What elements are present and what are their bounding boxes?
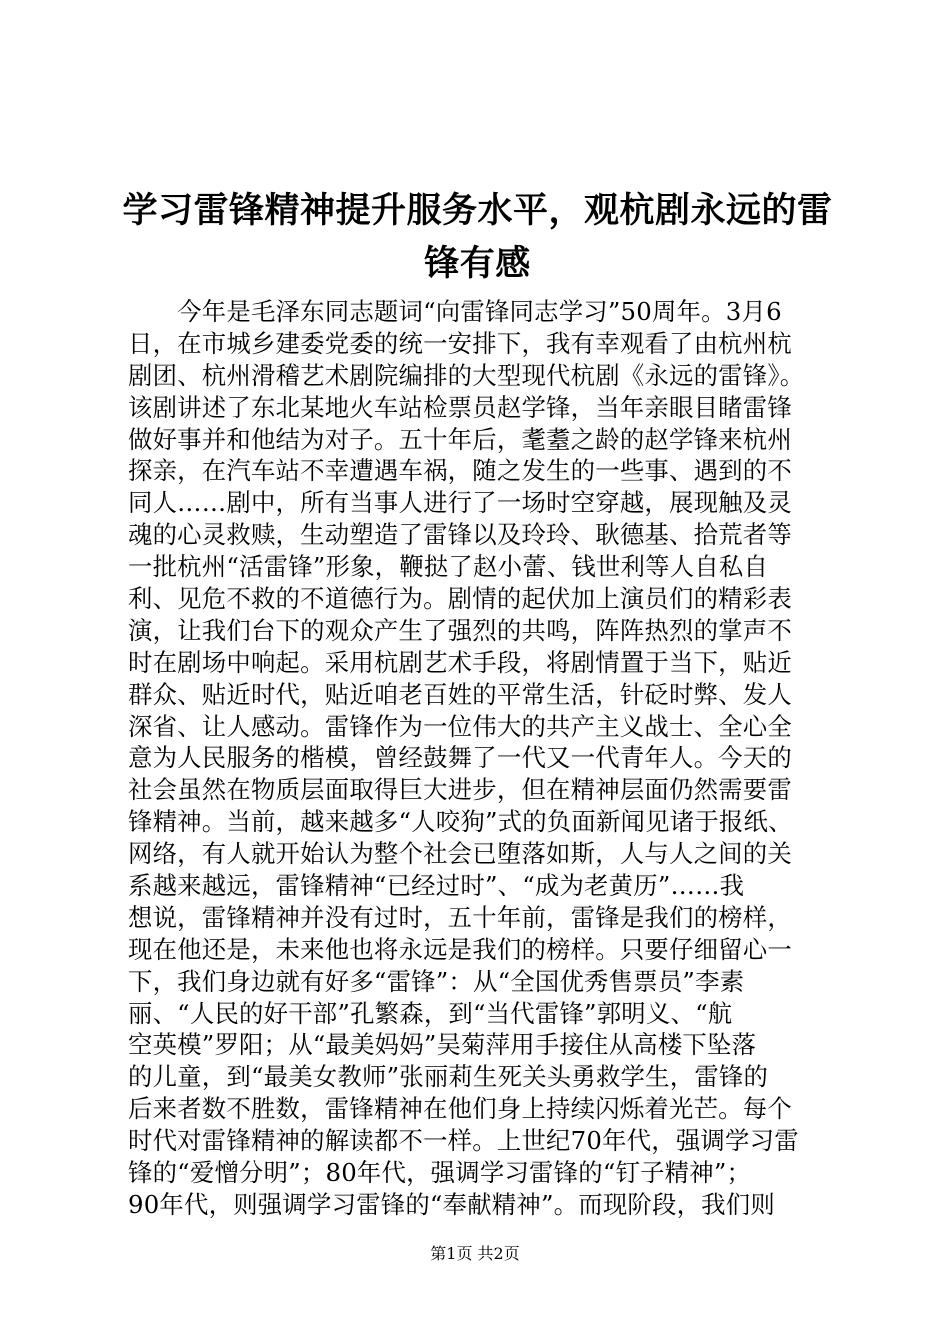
body-line: 同人……剧中，所有当事人进行了一场时空穿越，展现触及灵: [128, 488, 792, 518]
body-line: 群众、贴近时代，贴近咱老百姓的平常生活，针砭时弊、发人: [128, 679, 792, 709]
title-line: 学习雷锋精神提升服务水平，观杭剧永远的雷: [122, 190, 833, 231]
body-line: 今年是毛泽东同志题词“向雷锋同志学习”50周年。3月6: [128, 297, 782, 326]
body-line: 时在剧场中响起。采用杭剧艺术手段，将剧情置于当下，贴近: [128, 647, 792, 677]
body-line: 一批杭州“活雷锋”形象，鞭挞了赵小蕾、钱世利等人自私自: [128, 552, 769, 582]
body-line: 现在他还是，未来他也将永远是我们的榜样。只要仔细留心一: [128, 934, 792, 964]
body-line: 日，在市城乡建委党委的统一安排下，我有幸观看了由杭州杭: [128, 328, 792, 358]
body-line: 网络，有人就开始认为整个社会已堕落如斯，人与人之间的关: [128, 839, 792, 869]
document-title: [120, 184, 835, 290]
body-line: 做好事并和他结为对子。五十年后，耄耋之龄的赵学锋来杭州: [128, 424, 792, 454]
body-line: 空英模”罗阳；从“最美妈妈”吴菊萍用手接住从高楼下坠落: [128, 1030, 757, 1060]
title-line: 锋有感: [424, 243, 531, 284]
body-line: 魂的心灵救赎，生动塑造了雷锋以及玲玲、耿德基、拾荒者等: [128, 520, 792, 550]
body-line: 丽、“人民的好干部”孔繁森，到“当代雷锋”郭明义、“航: [128, 998, 733, 1028]
body-line: 深省、让人感动。雷锋作为一位伟大的共产主义战士、全心全: [128, 711, 792, 741]
page-number-footer: 第1页 共2页: [430, 1244, 520, 1263]
body-line: 探亲，在汽车站不幸遭遇车祸，随之发生的一些事、遇到的不: [128, 456, 792, 486]
body-line: 该剧讲述了东北某地火车站检票员赵学锋，当年亲眼目睹雷锋: [128, 392, 792, 422]
body-paragraph: [128, 296, 848, 1221]
body-line: 利、见危不救的不道德行为。剧情的起伏加上演员们的精彩表: [128, 584, 792, 614]
body-line: 剧团、杭州滑稽艺术剧院编排的大型现代杭剧《永远的雷锋》。: [128, 360, 805, 390]
body-line: 下，我们身边就有好多“雷锋”：从“全国优秀售票员”李素: [128, 966, 745, 996]
body-line: 90年代，则强调学习雷锋的“奉献精神”。而现阶段，我们则: [128, 1189, 775, 1219]
body-line: 时代对雷锋精神的解读都不一样。上世纪70年代，强调学习雷: [128, 1126, 799, 1156]
body-line: 后来者数不胜数，雷锋精神在他们身上持续闪烁着光芒。每个: [128, 1094, 792, 1124]
body-line: 系越来越远，雷锋精神“已经过时”、“成为老黄历”……我: [128, 871, 745, 901]
body-line: 意为人民服务的楷模，曾经鼓舞了一代又一代青年人。今天的: [128, 743, 792, 773]
body-line: 社会虽然在物质层面取得巨大进步，但在精神层面仍然需要雷: [128, 775, 792, 805]
body-line: 锋的“爱憎分明”；80年代，强调学习雷锋的“钉子精神”；: [128, 1158, 752, 1188]
body-line: 想说，雷锋精神并没有过时，五十年前，雷锋是我们的榜样，: [128, 902, 792, 932]
body-line: 的儿童，到“最美女教师”张丽莉生死关头勇救学生，雷锋的: [128, 1062, 769, 1092]
body-line: 锋精神。当前，越来越多“人咬狗”式的负面新闻见诸于报纸、: [128, 807, 793, 837]
body-line: 演，让我们台下的观众产生了强烈的共鸣，阵阵热烈的掌声不: [128, 615, 792, 645]
